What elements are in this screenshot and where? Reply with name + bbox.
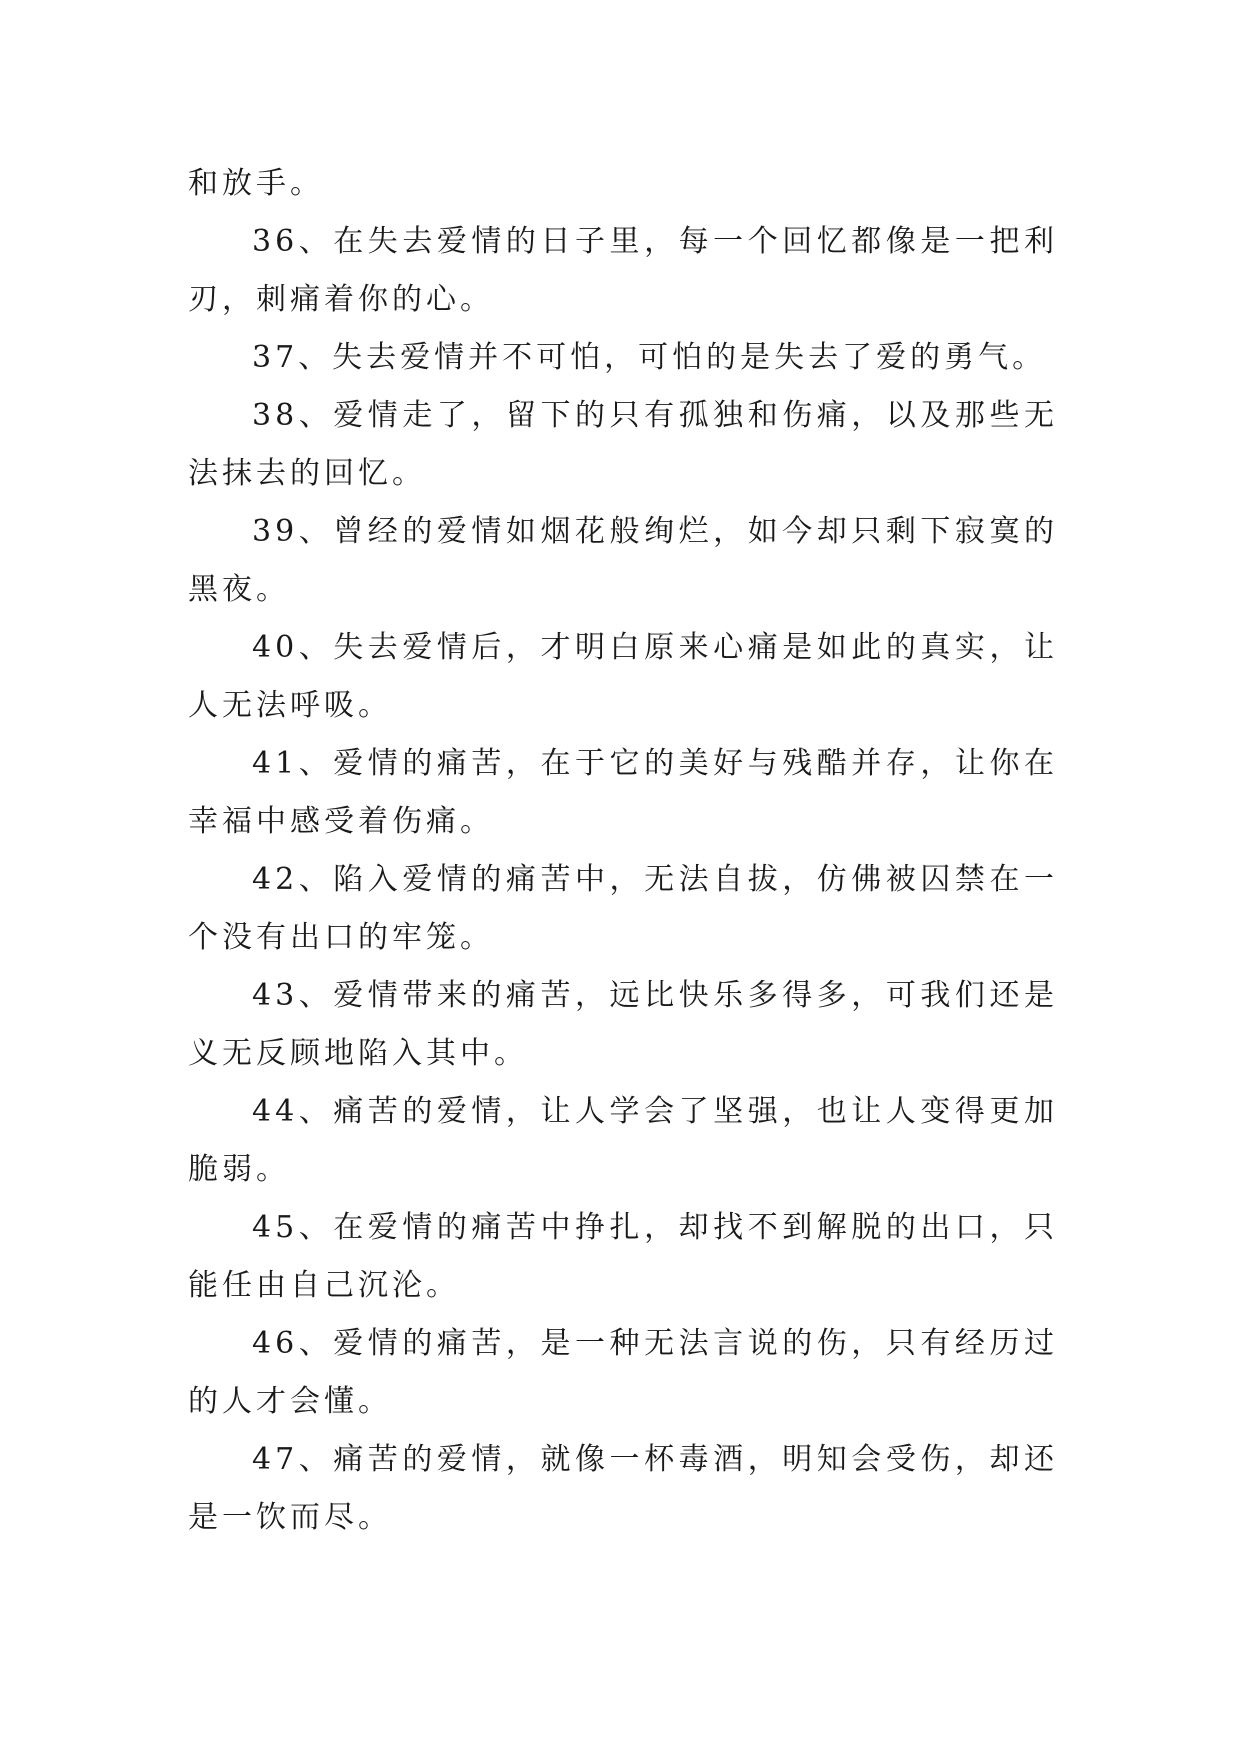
list-item-47: 47、痛苦的爱情，就像一杯毒酒，明知会受伤，却还是一饮而尽。 bbox=[188, 1442, 1058, 1535]
list-item-45: 45、在爱情的痛苦中挣扎，却找不到解脱的出口，只能任由自己沉沦。 bbox=[188, 1210, 1058, 1303]
list-item-38: 38、爱情走了，留下的只有孤独和伤痛，以及那些无法抹去的回忆。 bbox=[188, 398, 1058, 491]
text-body bbox=[188, 155, 1058, 1547]
list-item-40: 40、失去爱情后，才明白原来心痛是如此的真实，让人无法呼吸。 bbox=[188, 630, 1058, 723]
list-item-46: 46、爱情的痛苦，是一种无法言说的伤，只有经历过的人才会懂。 bbox=[188, 1326, 1058, 1419]
list-item-44: 44、痛苦的爱情，让人学会了坚强，也让人变得更加脆弱。 bbox=[188, 1094, 1058, 1187]
list-item-36: 36、在失去爱情的日子里，每一个回忆都像是一把利刃，刺痛着你的心。 bbox=[188, 224, 1058, 317]
list-item-43: 43、爱情带来的痛苦，远比快乐多得多，可我们还是义无反顾地陷入其中。 bbox=[188, 978, 1058, 1071]
list-item-42: 42、陷入爱情的痛苦中，无法自拔，仿佛被囚禁在一个没有出口的牢笼。 bbox=[188, 862, 1058, 955]
list-item-41: 41、爱情的痛苦，在于它的美好与残酷并存，让你在幸福中感受着伤痛。 bbox=[188, 746, 1058, 839]
continuation-paragraph: 和放手。 bbox=[188, 166, 324, 201]
list-item-39: 39、曾经的爱情如烟花般绚烂，如今却只剩下寂寞的黑夜。 bbox=[188, 514, 1058, 607]
list-item-37: 37、失去爱情并不可怕，可怕的是失去了爱的勇气。 bbox=[252, 340, 1047, 375]
